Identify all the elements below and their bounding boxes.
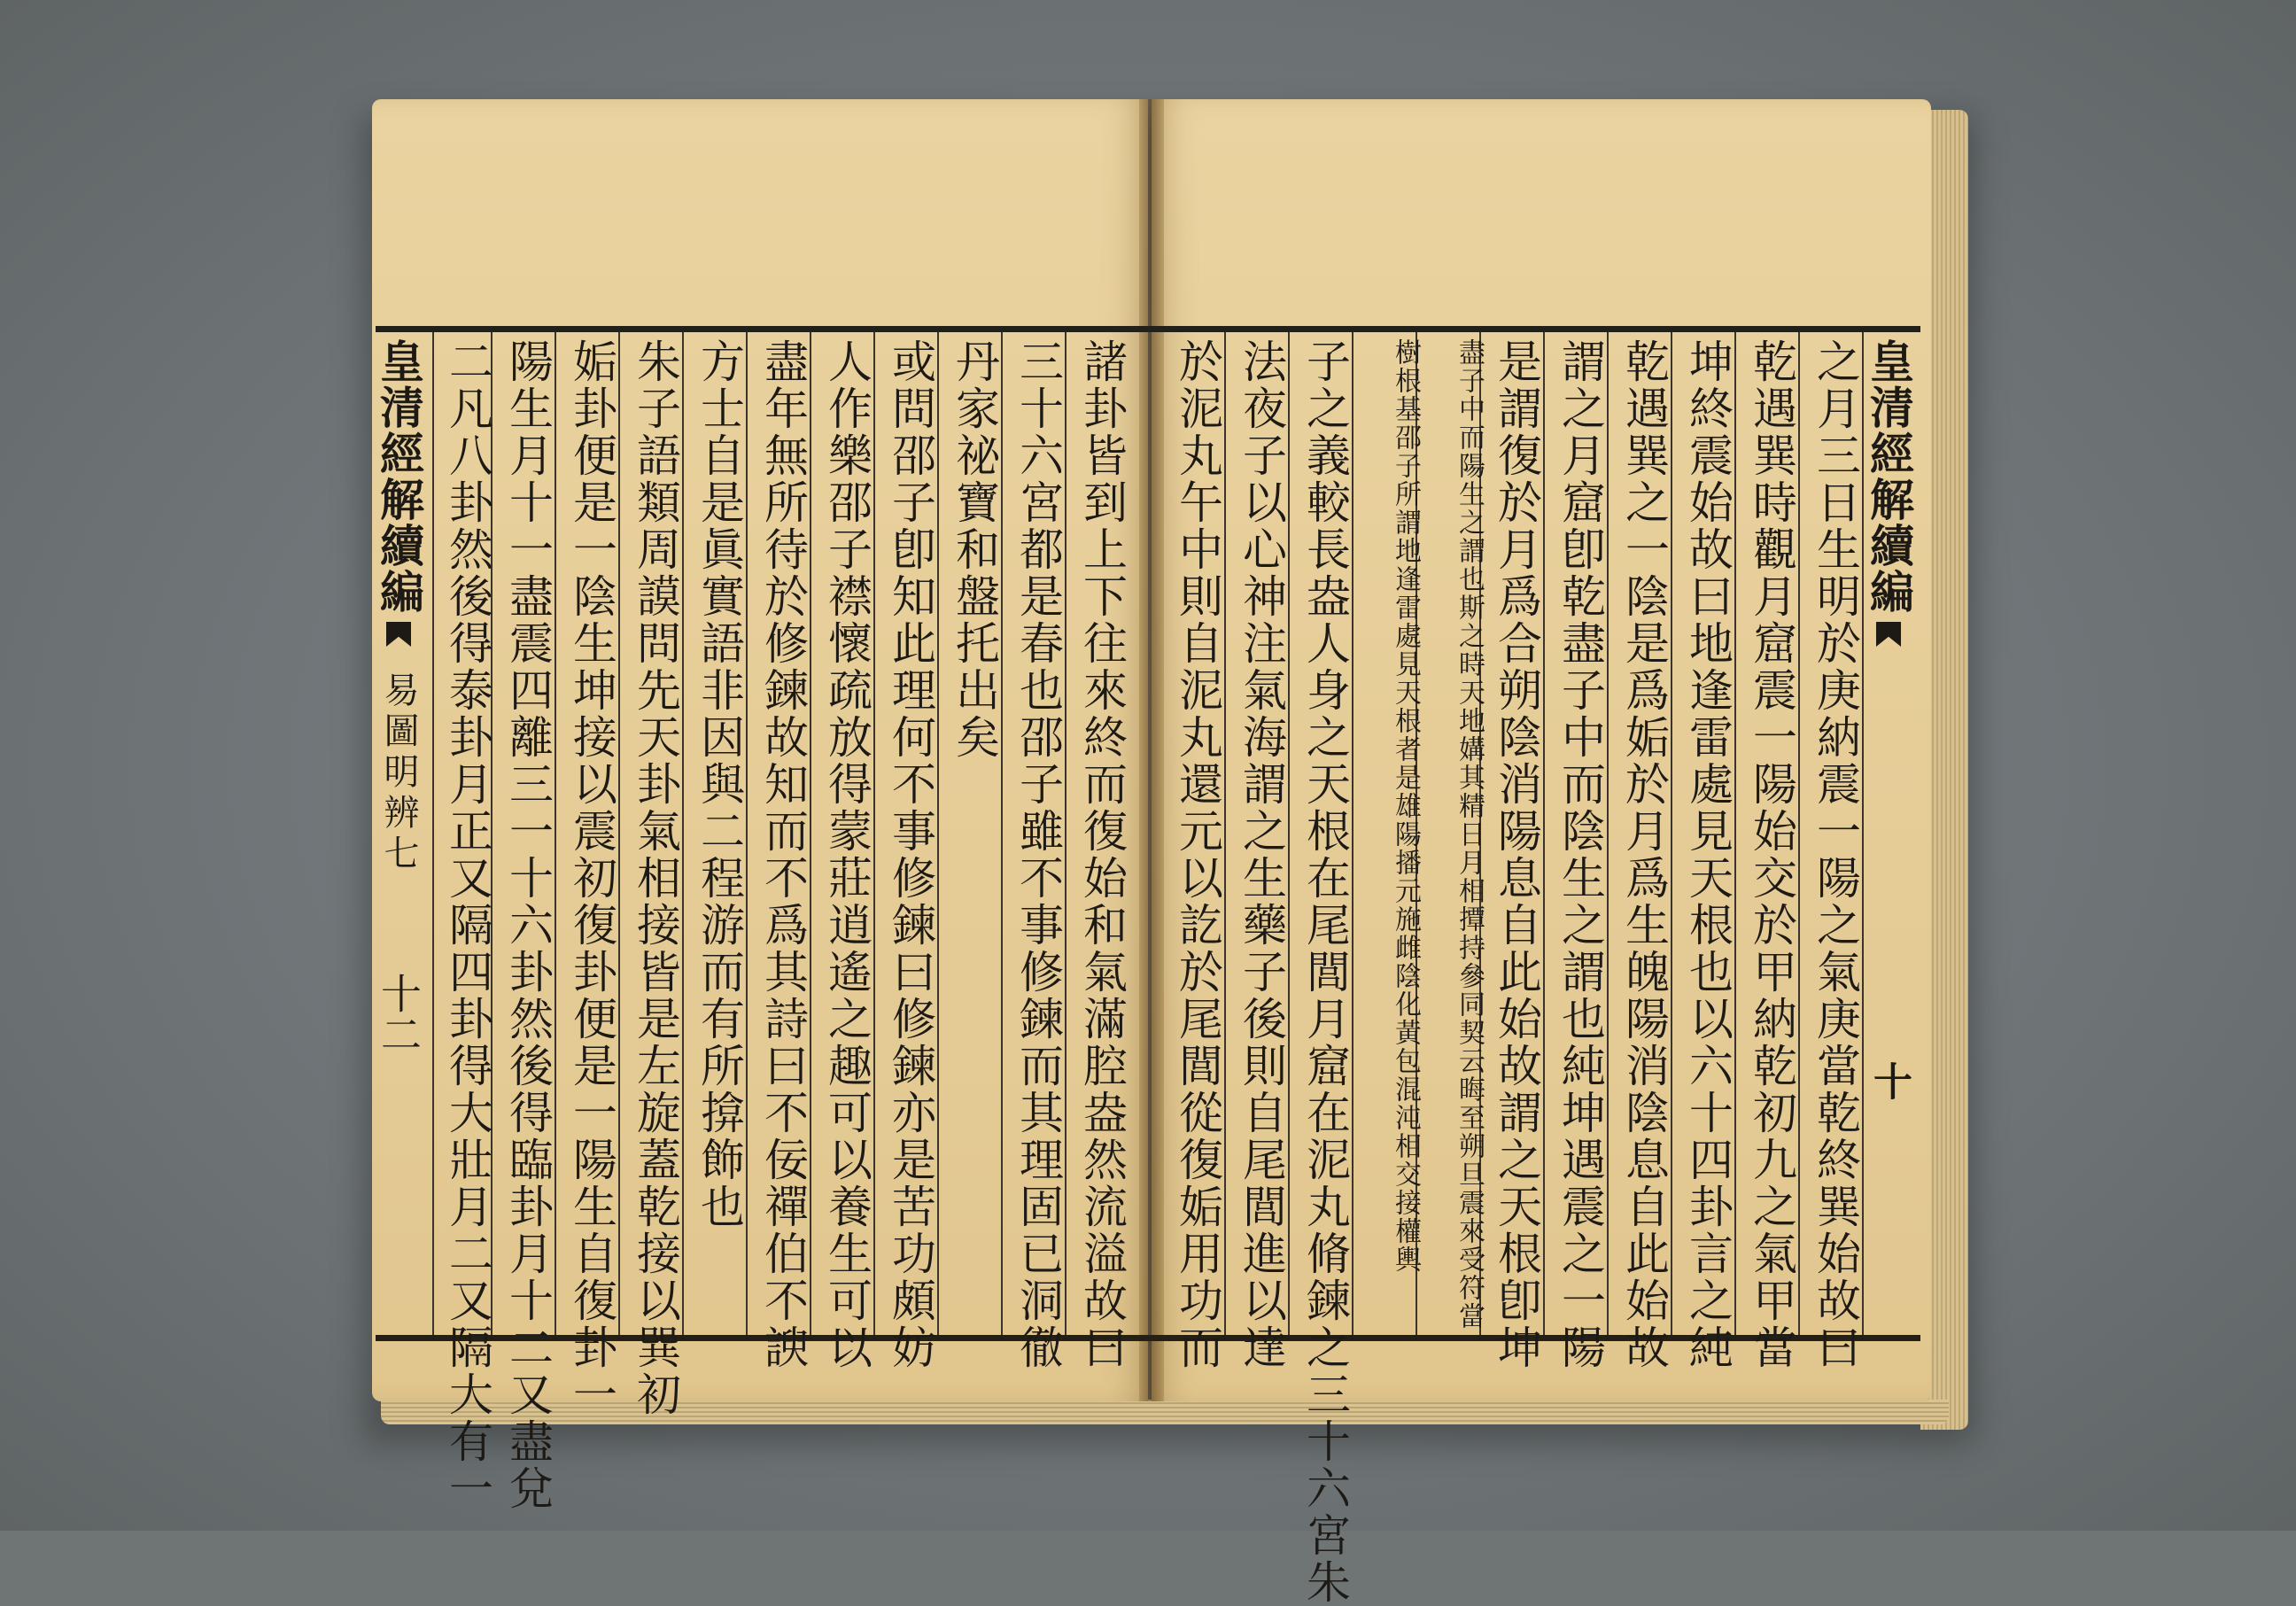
- text-column-3: 坤終震始故曰地逢雷處見天根也以六十四卦言之純: [1682, 338, 1734, 1371]
- frame-top-rule: [376, 326, 1152, 332]
- text-column-10: 陽生月十一盡震四離三一十六卦然後得臨卦月十二又盡兌: [502, 338, 554, 1512]
- fishtail-mark-icon: [1876, 622, 1901, 647]
- right-page-header: [1863, 338, 1920, 1102]
- series-title: 皇清經解續編: [373, 338, 425, 615]
- section-title: 易圖明辨七: [378, 671, 419, 875]
- text-column-6: 是謂復於月爲合朔陰消陽息自此始故謂之天根卽坤: [1491, 338, 1542, 1371]
- text-column-4: 或問邵子卽知此理何不事修鍊曰修鍊亦是苦功頗妨: [885, 338, 936, 1371]
- text-column-7: 方士自是眞實語非因與二程游而有所揜飾也: [694, 338, 745, 1230]
- text-column-8: 朱子語類周謨問先天卦氣相接皆是左旋蓋乾接以巽初: [630, 338, 681, 1418]
- text-column-8: 樹根基邵子所謂地逢雷處見天根者是雄陽播元施雌陰化黃包混沌相交接權輿: [1390, 338, 1421, 1274]
- text-column-4: 乾遇巽之一陰是爲姤於月爲生魄陽消陰息自此始故: [1618, 338, 1670, 1371]
- fishtail-mark-icon: [386, 622, 411, 647]
- text-column-6: 盡年無所待於修鍊故知而不爲其詩曰不佞禪伯不諛: [757, 338, 809, 1371]
- text-column-5: 謂之月窟卽乾盡子中而陰生之謂也純坤遇震之一陽: [1555, 338, 1606, 1371]
- text-column-10: 法夜子以心神注氣海謂之生藥子後則自尾閭進以達: [1236, 338, 1287, 1371]
- text-column-11: 於泥丸午中則自泥丸還元以訖於尾閭從復姤用功而: [1172, 338, 1223, 1371]
- text-column-11: 二凡八卦然後得泰卦月正又隔四卦得大壯月二又隔大有一: [442, 338, 493, 1512]
- text-column-5: 人作樂邵子襟懷疏放得蒙莊逍遙之趣可以養生可以: [821, 338, 873, 1371]
- text-column-3: 丹家祕寶和盤托出矣: [949, 338, 1000, 761]
- text-column-2: 三十六宮都是春也邵子雖不事修鍊而其理固已洞徹: [1012, 338, 1064, 1371]
- left-text-frame: [373, 326, 1152, 1512]
- series-title: 皇清經解續編: [1863, 338, 1915, 615]
- text-column-9: 姤卦便是一陰生坤接以震初復卦便是一陽生自復卦一: [566, 338, 617, 1418]
- text-column-9: 子之義較長盎人身之天根在尾閭月窟在泥丸脩鍊之三十六宮朱: [1299, 338, 1351, 1606]
- frame-top-rule: [1152, 326, 1920, 332]
- page-number: 十: [1866, 1061, 1912, 1102]
- right-text-frame: [1152, 326, 1920, 1606]
- page-number: 十二: [375, 973, 423, 1054]
- left-page-margin: [373, 338, 430, 1054]
- text-column-2: 乾遇巽時觀月窟震一陽始交於甲納乾初九之氣甲當: [1746, 338, 1797, 1371]
- text-column-1: 諸卦皆到上下往來終而復始和氣滿腔盎然流溢故曰: [1076, 338, 1128, 1371]
- column-rule: [432, 332, 434, 1335]
- text-column-1: 之月三日生明於庚納震一陽之氣庚當乾終巽始故曰: [1810, 338, 1861, 1371]
- text-column-7: 盡子中而陽生之謂也斯之時天地媾其精日月相撢持參同契云晦至朔旦震來受符當: [1454, 338, 1485, 1331]
